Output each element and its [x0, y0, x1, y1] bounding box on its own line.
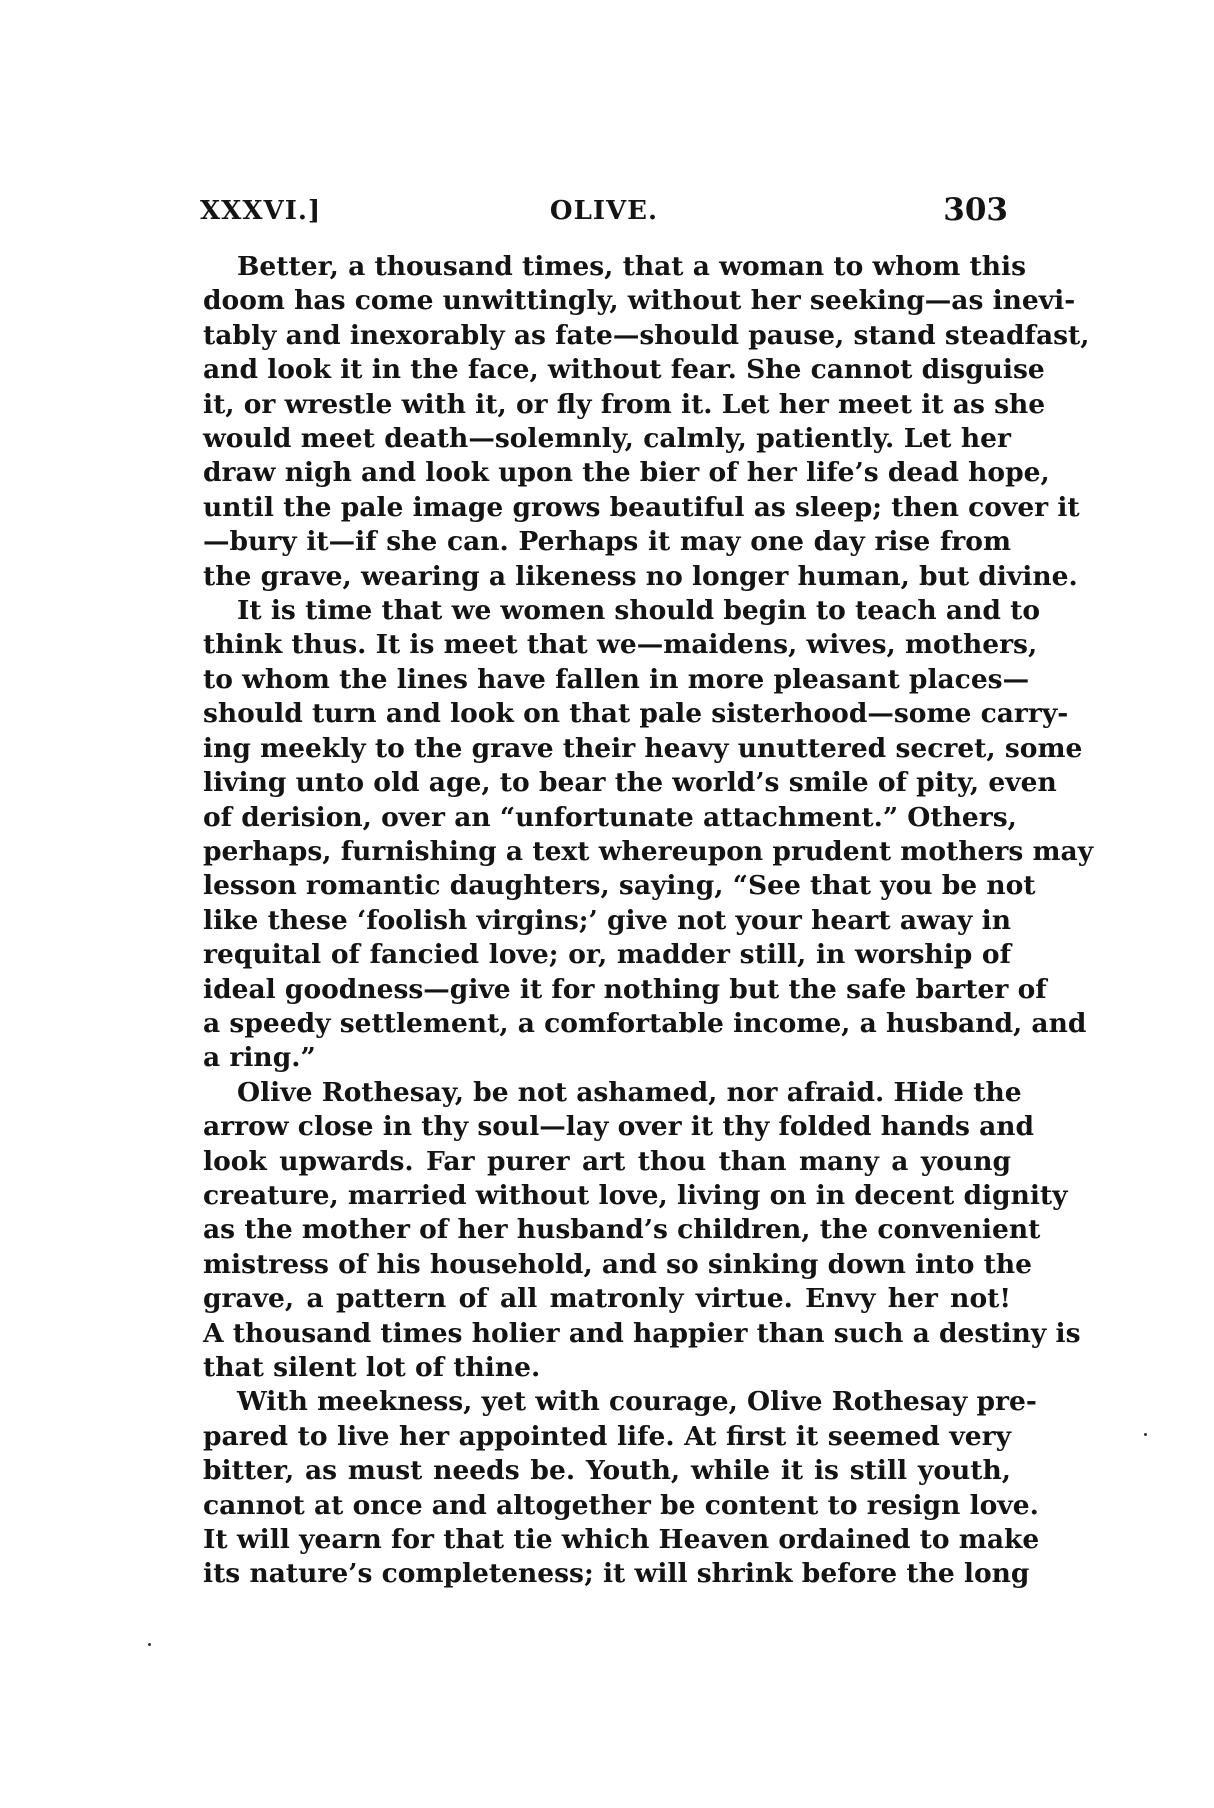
text-line: of derision, over an “unfortunate attachment.” Others, — [203, 801, 1017, 833]
text-line: like these ‘foolish virgins;’ give not your heart away in — [203, 904, 1011, 936]
text-line: that silent lot of thine. — [203, 1352, 541, 1383]
text-line: to whom the lines have fallen in more pleasant places— — [203, 663, 1030, 695]
text-line: tably and inexorably as fate—should pause, stand steadfast, — [203, 319, 1090, 351]
paragraph-2 — [203, 594, 1094, 1076]
text-line: grave, a pattern of all matronly virtue. Envy her not! — [203, 1283, 1011, 1315]
chapter-number: XXXVI.] — [200, 196, 322, 226]
text-line: A thousand times holier and happier than such a destiny is — [203, 1317, 1081, 1349]
text-line: creature, married without love, living on in decent dignity — [203, 1179, 1068, 1211]
paragraph-3 — [203, 1076, 1081, 1386]
body-text — [203, 250, 1094, 1592]
text-line: bitter, as must needs be. Youth, while it is still youth, — [203, 1455, 1011, 1487]
text-line: as the mother of her husband’s children, the convenient — [203, 1214, 1041, 1246]
text-line: It will yearn for that tie which Heaven ordained to make — [203, 1524, 1040, 1556]
text-line: —bury it—if she can. Perhaps it may one day rise from — [203, 526, 1011, 558]
text-line: arrow close in thy soul—lay over it thy folded hands and — [203, 1111, 1035, 1143]
text-line: its nature’s completeness; it will shrink before the long — [203, 1558, 1030, 1590]
text-line: ideal goodness—give it for nothing but the safe barter of — [203, 973, 1047, 1005]
running-head — [200, 192, 1008, 232]
paragraph-4 — [203, 1385, 1040, 1591]
page-number: 303 — [943, 192, 1008, 228]
text-line: a ring.” — [203, 1042, 316, 1074]
text-line: think thus. It is meet that we—maidens, wives, mothers, — [203, 629, 1038, 661]
paper-speck — [1144, 1433, 1147, 1436]
text-line: pared to live her appointed life. At first it seemed very — [203, 1420, 1011, 1452]
text-line: doom has come unwittingly, without her seeking—as inevi- — [203, 285, 1076, 317]
text-line: mistress of his household, and so sinking down into the — [203, 1248, 1032, 1280]
paper-speck — [148, 1643, 151, 1646]
text-line: requital of fancied love; or, madder still, in worship of — [203, 939, 1011, 971]
text-line: look upwards. Far purer art thou than many a young — [203, 1145, 1011, 1177]
text-line: With meekness, yet with courage, Olive Rothesay pre- — [237, 1386, 1037, 1418]
text-line: the grave, wearing a likeness no longer human, but divine. — [203, 560, 1078, 592]
text-line: would meet death—solemnly, calmly, patiently. Let her — [203, 423, 1011, 455]
text-line: it, or wrestle with it, or fly from it. Let her meet it as she — [203, 388, 1046, 420]
running-title: OLIVE. — [549, 196, 659, 226]
text-line: until the pale image grows beautiful as sleep; then cover it — [203, 491, 1080, 523]
text-line: a speedy settlement, a comfortable income, a husband, and — [203, 1007, 1087, 1039]
text-line: Olive Rothesay, be not ashamed, nor afraid. Hide the — [237, 1076, 1022, 1108]
text-line: cannot at once and altogether be content to resign love. — [203, 1489, 1039, 1521]
text-line: draw nigh and look upon the bier of her life’s dead hope, — [203, 457, 1050, 489]
text-line: should turn and look on that pale sisterhood—some carry- — [203, 698, 1069, 730]
paragraph-1 — [203, 250, 1090, 594]
text-line: and look it in the face, without fear. She cannot disguise — [203, 354, 1045, 386]
text-line: living unto old age, to bear the world’s smile of pity, even — [203, 767, 1057, 799]
text-line: lesson romantic daughters, saying, “See that you be not — [203, 870, 1036, 902]
text-line: ing meekly to the grave their heavy unuttered secret, some — [203, 732, 1083, 764]
text-line: It is time that we women should begin to teach and to — [237, 595, 1041, 627]
text-line: Better, a thousand times, that a woman to whom this — [237, 251, 1027, 282]
text-line: perhaps, furnishing a text whereupon prudent mothers may — [203, 835, 1094, 867]
